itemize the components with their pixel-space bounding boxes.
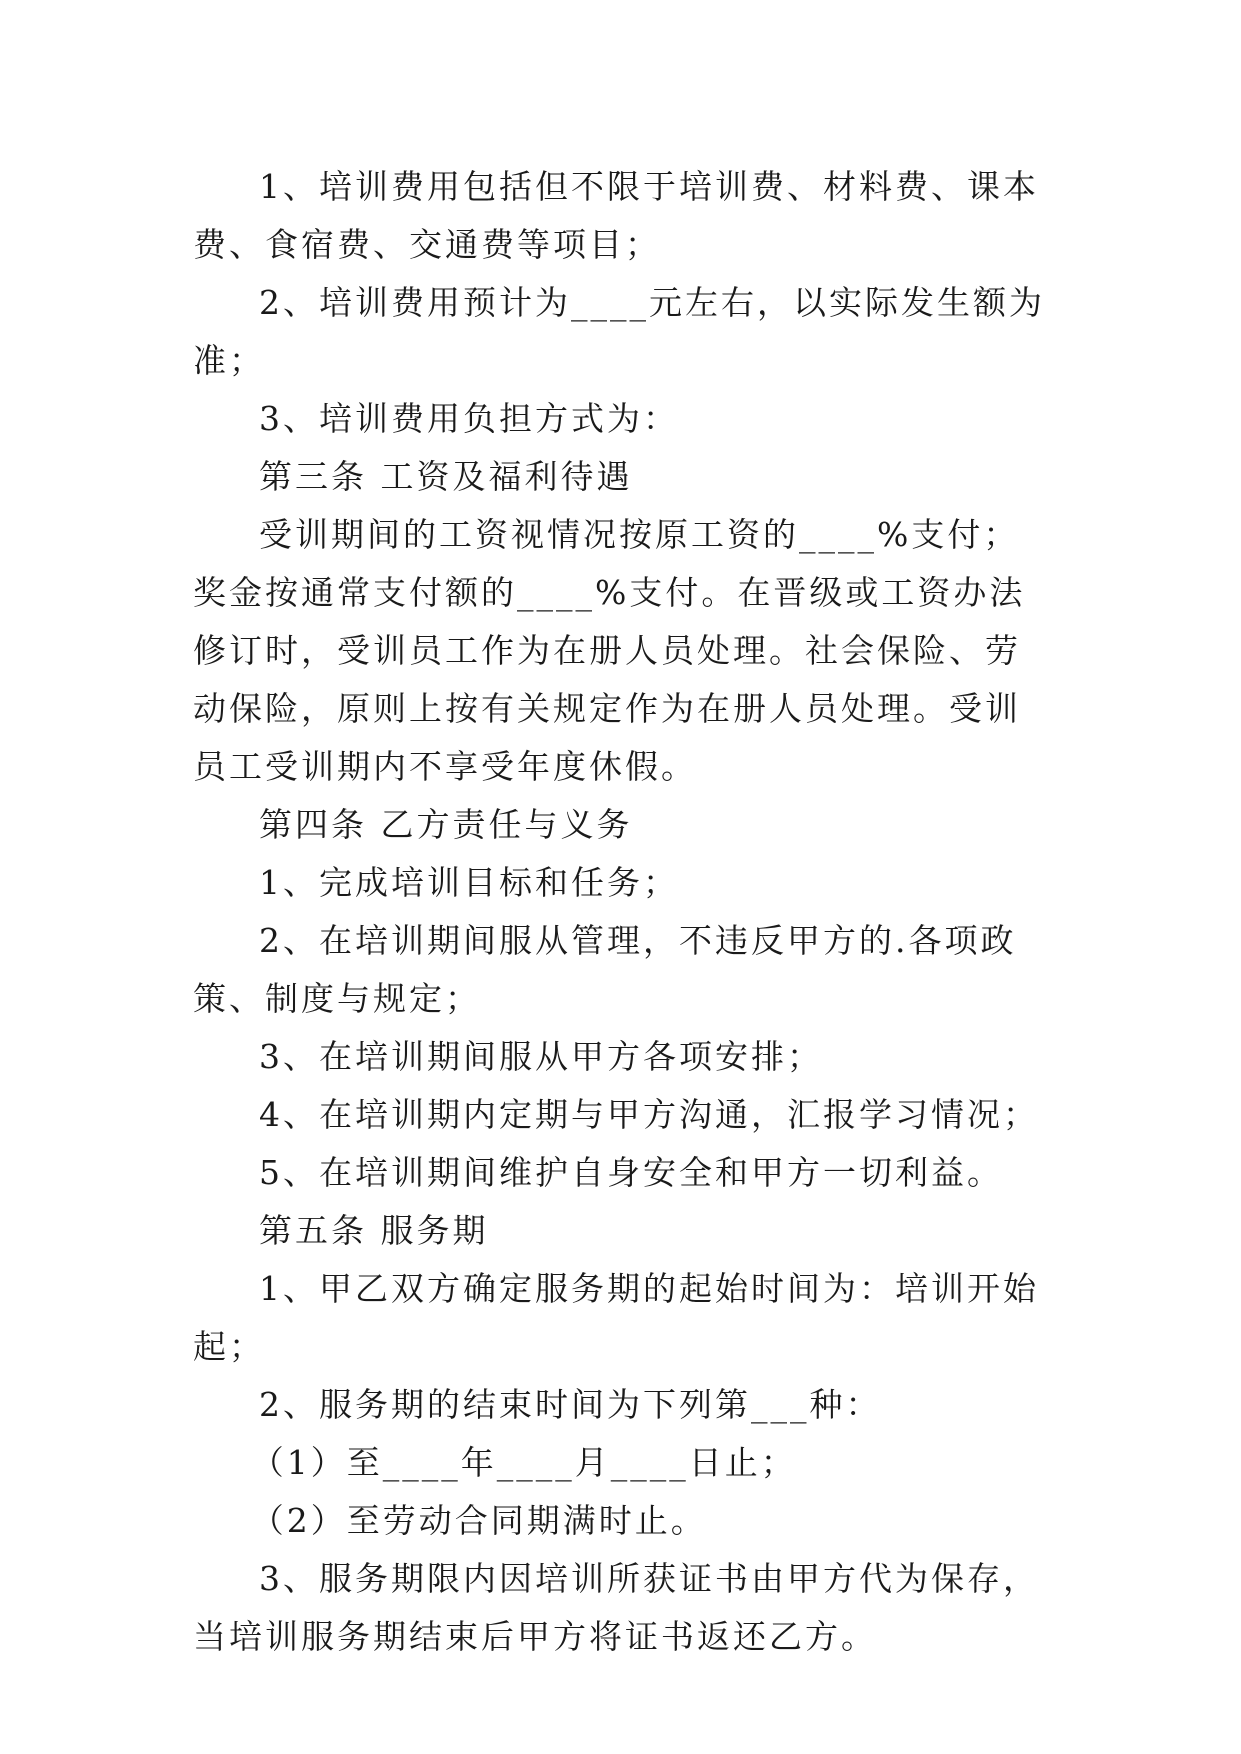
heading-article-3: 第三条 工资及福利待遇 — [259, 457, 633, 496]
paragraph-duty-1: 1、完成培训目标和任务； — [259, 863, 679, 902]
paragraph-duty-3: 3、在培训期间服从甲方各项安排； — [259, 1037, 823, 1076]
paragraph-training-cost-bearing: 3、培训费用负担方式为： — [259, 399, 679, 438]
paragraph-duty-2: 2、在培训期间服从管理，不违反甲方的.各项政策、制度与规定； — [193, 921, 1017, 1018]
paragraph-service-end-option-1: （1）至____年____月____日止； — [250, 1443, 797, 1482]
heading-article-4: 第四条 乙方责任与义务 — [259, 805, 633, 844]
paragraph-service-start: 1、甲乙双方确定服务期的起始时间为：培训开始起； — [193, 1269, 1039, 1366]
paragraph-service-end-option-2: （2）至劳动合同期满时止。 — [250, 1501, 707, 1540]
paragraph-wages-benefits: 受训期间的工资视情况按原工资的____%支付；奖金按通常支付额的____%支付。在晋级或工资办法修订时，受训员工作为在册人员处理。社会保险、劳动保险，原则上按有关规定作为在册人员处理。受训员工受训期内不享受年度休假。 — [193, 515, 1026, 786]
document-body — [193, 158, 1053, 1666]
paragraph-certificate-custody: 3、服务期限内因培训所获证书由甲方代为保存，当培训服务期结束后甲方将证书返还乙方。 — [193, 1559, 1039, 1656]
paragraph-service-end: 2、服务期的结束时间为下列第___种： — [259, 1385, 882, 1424]
heading-article-5: 第五条 服务期 — [259, 1211, 489, 1250]
paragraph-training-cost-estimate: 2、培训费用预计为____元左右，以实际发生额为准； — [193, 283, 1045, 380]
paragraph-duty-4: 4、在培训期内定期与甲方沟通，汇报学习情况； — [259, 1095, 1039, 1134]
paragraph-training-cost-items: 1、培训费用包括但不限于培训费、材料费、课本费、食宿费、交通费等项目； — [193, 167, 1039, 264]
paragraph-duty-5: 5、在培训期间维护自身安全和甲方一切利益。 — [259, 1153, 1003, 1192]
